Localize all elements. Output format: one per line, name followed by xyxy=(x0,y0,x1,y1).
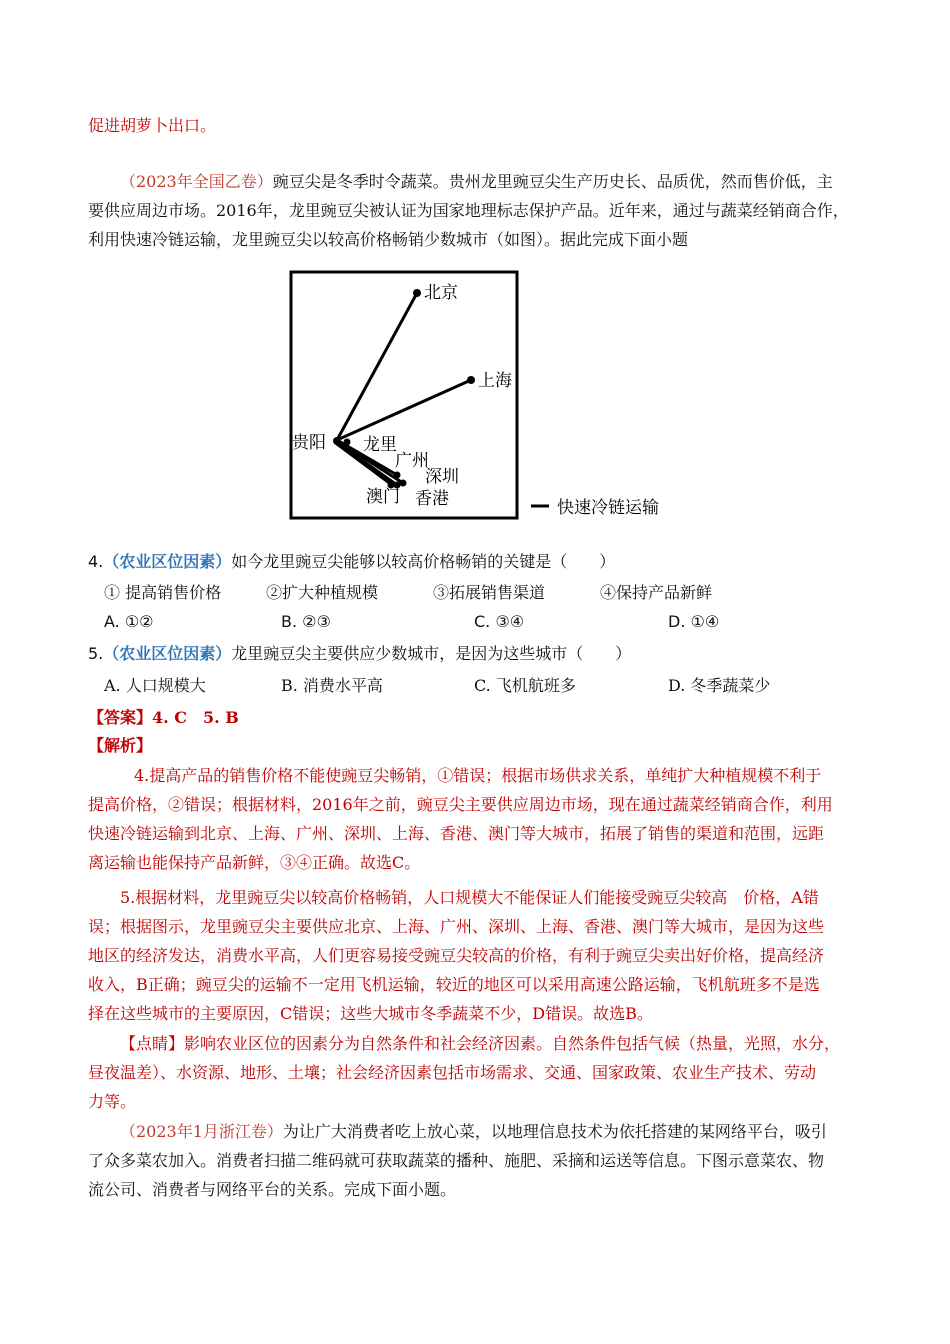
label-guangzhou: 广州 xyxy=(395,451,429,471)
tip-line2: 昼夜温差）、水资源、地形、土壤；社会经济因素包括市场需求、交通、国家政策、农业生产技术、劳动 xyxy=(88,1063,817,1082)
label-macau: 澳门 xyxy=(366,487,400,507)
analysis4-line4: 离运输也能保持产品新鲜，③④正确。故选C。 xyxy=(88,853,421,872)
q4-item-3: ③拓展销售渠道 xyxy=(433,583,546,602)
intro1-line2: 要供应周边市场。2016年，龙里豌豆尖被认证为国家地理标志保护产品。近年来，通过与蔬菜经销商合作， xyxy=(88,201,849,220)
q4-text: 如今龙里豌豆尖能够以较高价格畅销的关键是（ ） xyxy=(231,552,616,571)
analysis5-line1: 5.根据材料，龙里豌豆尖以较高价格畅销，人口规模大不能保证人们能接受豌豆尖较高 价格，A错 xyxy=(120,888,819,907)
q5-option-a[interactable]: A. 人口规模大 xyxy=(104,676,206,695)
label-longli: 龙里 xyxy=(363,435,397,455)
intro1-tag: （2023年全国乙卷） xyxy=(120,172,273,191)
guiyang-dot xyxy=(333,437,341,445)
intro1-text: 豌豆尖是冬季时令蔬菜。贵州龙里豌豆尖生产历史长、品质优，然而售价低，主 xyxy=(272,172,833,191)
q5-text: 龙里豌豆尖主要供应少数城市，是因为这些城市（ ） xyxy=(231,644,632,663)
analysis-label: 【解析】 xyxy=(88,736,153,755)
answer: 【答案】4. C 5. B xyxy=(88,708,239,727)
route-beijing xyxy=(337,293,417,440)
q4-tag: （农业区位因素） xyxy=(103,552,232,571)
longli-dot xyxy=(344,439,351,446)
shanghai-dot xyxy=(467,376,475,384)
q4-item-4: ④保持产品新鲜 xyxy=(600,583,713,602)
q5-option-b[interactable]: B. 消费水平高 xyxy=(281,676,383,695)
q4-stem xyxy=(88,548,615,576)
cold-chain-map xyxy=(285,268,685,526)
analysis5-line2: 误；根据图示，龙里豌豆尖主要供应北京、上海、广州、深圳、上海、香港、澳门等大城市，是因为这些 xyxy=(88,917,825,936)
q5-stem xyxy=(88,640,631,668)
q5-tag: （农业区位因素） xyxy=(103,644,232,663)
route-shanghai xyxy=(337,380,471,440)
intro2-line1 xyxy=(120,1118,827,1146)
analysis5-line3: 地区的经济发达，消费水平高，人们更容易接受豌豆尖较高的价格，有利于豌豆尖卖出好价格，提高经济 xyxy=(88,946,825,965)
analysis4-line3: 快速冷链运输到北京、上海、广州、深圳、上海、香港、澳门等大城市，拓展了销售的渠道和范围，远距 xyxy=(88,824,825,843)
intro1-line3: 利用快速冷链运输，龙里豌豆尖以较高价格畅销少数城市（如图）。据此完成下面小题 xyxy=(88,230,689,249)
q4-number: 4. xyxy=(88,552,104,571)
label-hongkong: 香港 xyxy=(415,489,449,509)
tip-line1: 【点睛】影响农业区位的因素分为自然条件和社会经济因素。自然条件包括气候（热量，光照，水分， xyxy=(120,1034,841,1053)
beijing-dot xyxy=(413,289,421,297)
label-shenzhen: 深圳 xyxy=(425,467,459,487)
q5-option-d[interactable]: D. 冬季蔬菜少 xyxy=(668,676,771,695)
intro1-line1 xyxy=(120,168,833,196)
intro2-text: 为让广大消费者吃上放心菜，以地理信息技术为依托搭建的某网络平台，吸引 xyxy=(282,1122,827,1141)
q5-option-c[interactable]: C. 飞机航班多 xyxy=(474,676,576,695)
label-shanghai: 上海 xyxy=(478,371,512,391)
analysis4-line1: 4.提高产品的销售价格不能使豌豆尖畅销，①错误；根据市场供求关系，单纯扩大种植规模不利于 xyxy=(134,766,822,785)
q4-option-c[interactable]: C. ③④ xyxy=(474,612,525,631)
q5-number: 5. xyxy=(88,644,104,663)
intro2-line2: 了众多菜农加入。消费者扫描二维码就可获取蔬菜的播种、施肥、采摘和运送等信息。下图示意菜农、物 xyxy=(88,1151,825,1170)
intro2-tag: （2023年1月浙江卷） xyxy=(120,1122,283,1141)
legend-label: 快速冷链运输 xyxy=(557,498,659,518)
label-guiyang: 贵阳 xyxy=(292,433,326,453)
analysis5-line5: 择在这些城市的主要原因，C错误；这些大城市冬季蔬菜不少，D错误。故选B。 xyxy=(88,1004,653,1023)
analysis5-line4: 收入，B正确；豌豆尖的运输不一定用飞机运输，较近的地区可以采用高速公路运输，飞机航班多不是选 xyxy=(88,975,820,994)
q4-option-a[interactable]: A. ①② xyxy=(104,612,154,631)
q4-option-d[interactable]: D. ①④ xyxy=(668,612,720,631)
shenzhen-dot xyxy=(400,480,407,487)
q4-item-1: ① 提高销售价格 xyxy=(104,583,222,602)
q4-option-b[interactable]: B. ②③ xyxy=(281,612,331,631)
q4-item-2: ②扩大种植规模 xyxy=(266,583,379,602)
analysis4-line2: 提高价格，②错误；根据材料，2016年之前，豌豆尖主要供应周边市场，现在通过蔬菜经销商合作，利用 xyxy=(88,795,833,814)
intro2-line3: 流公司、消费者与网络平台的关系。完成下面小题。 xyxy=(88,1180,457,1199)
label-beijing: 北京 xyxy=(424,283,458,303)
tip-line3: 力等。 xyxy=(88,1092,137,1111)
top-line: 促进胡萝卜出口。 xyxy=(88,116,217,135)
guangzhou-dot xyxy=(394,472,401,479)
